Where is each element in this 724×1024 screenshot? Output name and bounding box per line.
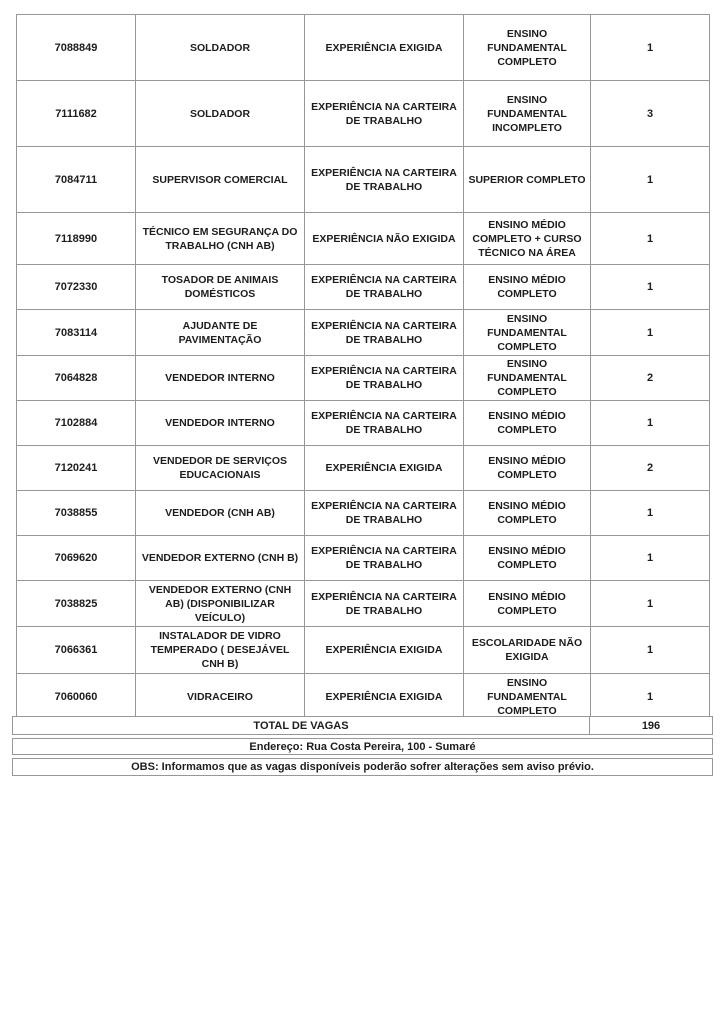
cell-escolaridade: ENSINO MÉDIO COMPLETO + CURSO TÉCNICO NA ÁREA — [463, 213, 590, 264]
cell-experiencia: EXPERIÊNCIA EXIGIDA — [304, 446, 463, 490]
cell-experiencia: EXPERIÊNCIA NÃO EXIGIDA — [304, 213, 463, 264]
cell-vagas: 1 — [590, 401, 709, 445]
cell-escolaridade: ENSINO FUNDAMENTAL COMPLETO — [463, 310, 590, 355]
cell-experiencia: EXPERIÊNCIA NA CARTEIRA DE TRABALHO — [304, 401, 463, 445]
cell-codigo: 7118990 — [54, 232, 98, 245]
cell-ocupacao: AJUDANTE DE PAVIMENTAÇÃO — [135, 310, 304, 355]
total-row — [12, 716, 713, 735]
cell-ocupacao: VENDEDOR DE SERVIÇOS EDUCACIONAIS — [135, 446, 304, 490]
cell-vagas: 3 — [590, 81, 709, 146]
table-row — [17, 15, 709, 80]
cell-ocupacao: TOSADOR DE ANIMAIS DOMÉSTICOS — [135, 265, 304, 309]
cell-experiencia: EXPERIÊNCIA NA CARTEIRA DE TRABALHO — [304, 265, 463, 309]
table-row — [17, 80, 709, 146]
cell-experiencia: EXPERIÊNCIA NA CARTEIRA DE TRABALHO — [304, 310, 463, 355]
cell-escolaridade: ENSINO FUNDAMENTAL COMPLETO — [463, 674, 590, 719]
cell-codigo: 7066361 — [54, 644, 98, 656]
cell-codigo: 7084711 — [54, 173, 98, 186]
cell-codigo: 7060060 — [54, 690, 98, 703]
total-label: TOTAL DE VAGAS — [13, 717, 590, 734]
cell-experiencia: EXPERIÊNCIA EXIGIDA — [304, 15, 463, 80]
table-row — [17, 580, 709, 626]
obs-row — [12, 758, 713, 776]
cell-ocupacao: VIDRACEIRO — [135, 674, 304, 719]
cell-escolaridade: SUPERIOR COMPLETO — [463, 147, 590, 212]
cell-ocupacao: INSTALADOR DE VIDRO TEMPERADO ( DESEJÁVEL CNH B) — [135, 627, 304, 673]
cell-codigo: 7064828 — [54, 372, 98, 384]
cell-vagas: 1 — [590, 265, 709, 309]
cell-codigo: 7111682 — [55, 107, 97, 120]
cell-vagas: 1 — [590, 581, 709, 626]
cell-escolaridade: ENSINO FUNDAMENTAL COMPLETO — [463, 15, 590, 80]
table-row — [17, 309, 709, 355]
cell-ocupacao: VENDEDOR EXTERNO (CNH AB) (DISPONIBILIZAR VEÍCULO) — [135, 581, 304, 626]
cell-ocupacao: SUPERVISOR COMERCIAL — [135, 147, 304, 212]
table-row — [17, 673, 709, 719]
cell-escolaridade: ENSINO MÉDIO COMPLETO — [463, 491, 590, 535]
cell-vagas: 1 — [590, 627, 709, 673]
total-value: 196 — [641, 719, 661, 732]
table-row — [17, 400, 709, 445]
cell-vagas: 1 — [590, 491, 709, 535]
cell-escolaridade: ENSINO FUNDAMENTAL INCOMPLETO — [463, 81, 590, 146]
vacancy-table — [16, 14, 710, 720]
cell-vagas: 1 — [590, 15, 709, 80]
table-row — [17, 146, 709, 212]
cell-vagas: 2 — [590, 446, 709, 490]
cell-experiencia: EXPERIÊNCIA EXIGIDA — [304, 674, 463, 719]
cell-ocupacao: VENDEDOR INTERNO — [135, 356, 304, 400]
table-row — [17, 535, 709, 580]
obs-text: OBS: Informamos que as vagas disponíveis poderão sofrer alterações sem aviso prévio. — [131, 761, 594, 773]
cell-vagas: 1 — [590, 674, 709, 719]
cell-experiencia: EXPERIÊNCIA NA CARTEIRA DE TRABALHO — [304, 147, 463, 212]
cell-experiencia: EXPERIÊNCIA NA CARTEIRA DE TRABALHO — [304, 356, 463, 400]
cell-ocupacao: TÉCNICO EM SEGURANÇA DO TRABALHO (CNH AB) — [135, 213, 304, 264]
cell-escolaridade: ENSINO MÉDIO COMPLETO — [463, 265, 590, 309]
cell-vagas: 2 — [590, 356, 709, 400]
table-row — [17, 264, 709, 309]
cell-escolaridade: ESCOLARIDADE NÃO EXIGIDA — [463, 627, 590, 673]
table-row — [17, 212, 709, 264]
cell-codigo: 7069620 — [54, 552, 98, 564]
cell-codigo: 7102884 — [54, 417, 98, 429]
table-row — [17, 355, 709, 400]
cell-codigo: 7120241 — [54, 462, 98, 474]
cell-ocupacao: SOLDADOR — [135, 15, 304, 80]
cell-codigo: 7083114 — [54, 326, 98, 339]
cell-experiencia: EXPERIÊNCIA NA CARTEIRA DE TRABALHO — [304, 491, 463, 535]
cell-escolaridade: ENSINO FUNDAMENTAL COMPLETO — [463, 356, 590, 400]
table-row — [17, 626, 709, 673]
cell-ocupacao: SOLDADOR — [135, 81, 304, 146]
cell-escolaridade: ENSINO MÉDIO COMPLETO — [463, 446, 590, 490]
cell-ocupacao: VENDEDOR INTERNO — [135, 401, 304, 445]
cell-escolaridade: ENSINO MÉDIO COMPLETO — [463, 581, 590, 626]
cell-codigo: 7038855 — [54, 507, 98, 519]
cell-escolaridade: ENSINO MÉDIO COMPLETO — [463, 536, 590, 580]
address-text: Endereço: Rua Costa Pereira, 100 - Sumaré — [249, 740, 476, 753]
cell-vagas: 1 — [590, 310, 709, 355]
cell-codigo: 7038825 — [54, 597, 98, 610]
cell-ocupacao: VENDEDOR EXTERNO (CNH B) — [135, 536, 304, 580]
address-row — [12, 738, 713, 755]
cell-experiencia: EXPERIÊNCIA NA CARTEIRA DE TRABALHO — [304, 536, 463, 580]
cell-escolaridade: ENSINO MÉDIO COMPLETO — [463, 401, 590, 445]
cell-experiencia: EXPERIÊNCIA NA CARTEIRA DE TRABALHO — [304, 81, 463, 146]
cell-vagas: 1 — [590, 536, 709, 580]
table-row — [17, 445, 709, 490]
cell-ocupacao: VENDEDOR (CNH AB) — [135, 491, 304, 535]
cell-codigo: 7088849 — [54, 41, 98, 54]
cell-codigo: 7072330 — [54, 281, 98, 293]
cell-experiencia: EXPERIÊNCIA EXIGIDA — [304, 627, 463, 673]
cell-vagas: 1 — [590, 213, 709, 264]
table-row — [17, 490, 709, 535]
cell-vagas: 1 — [590, 147, 709, 212]
cell-experiencia: EXPERIÊNCIA NA CARTEIRA DE TRABALHO — [304, 581, 463, 626]
